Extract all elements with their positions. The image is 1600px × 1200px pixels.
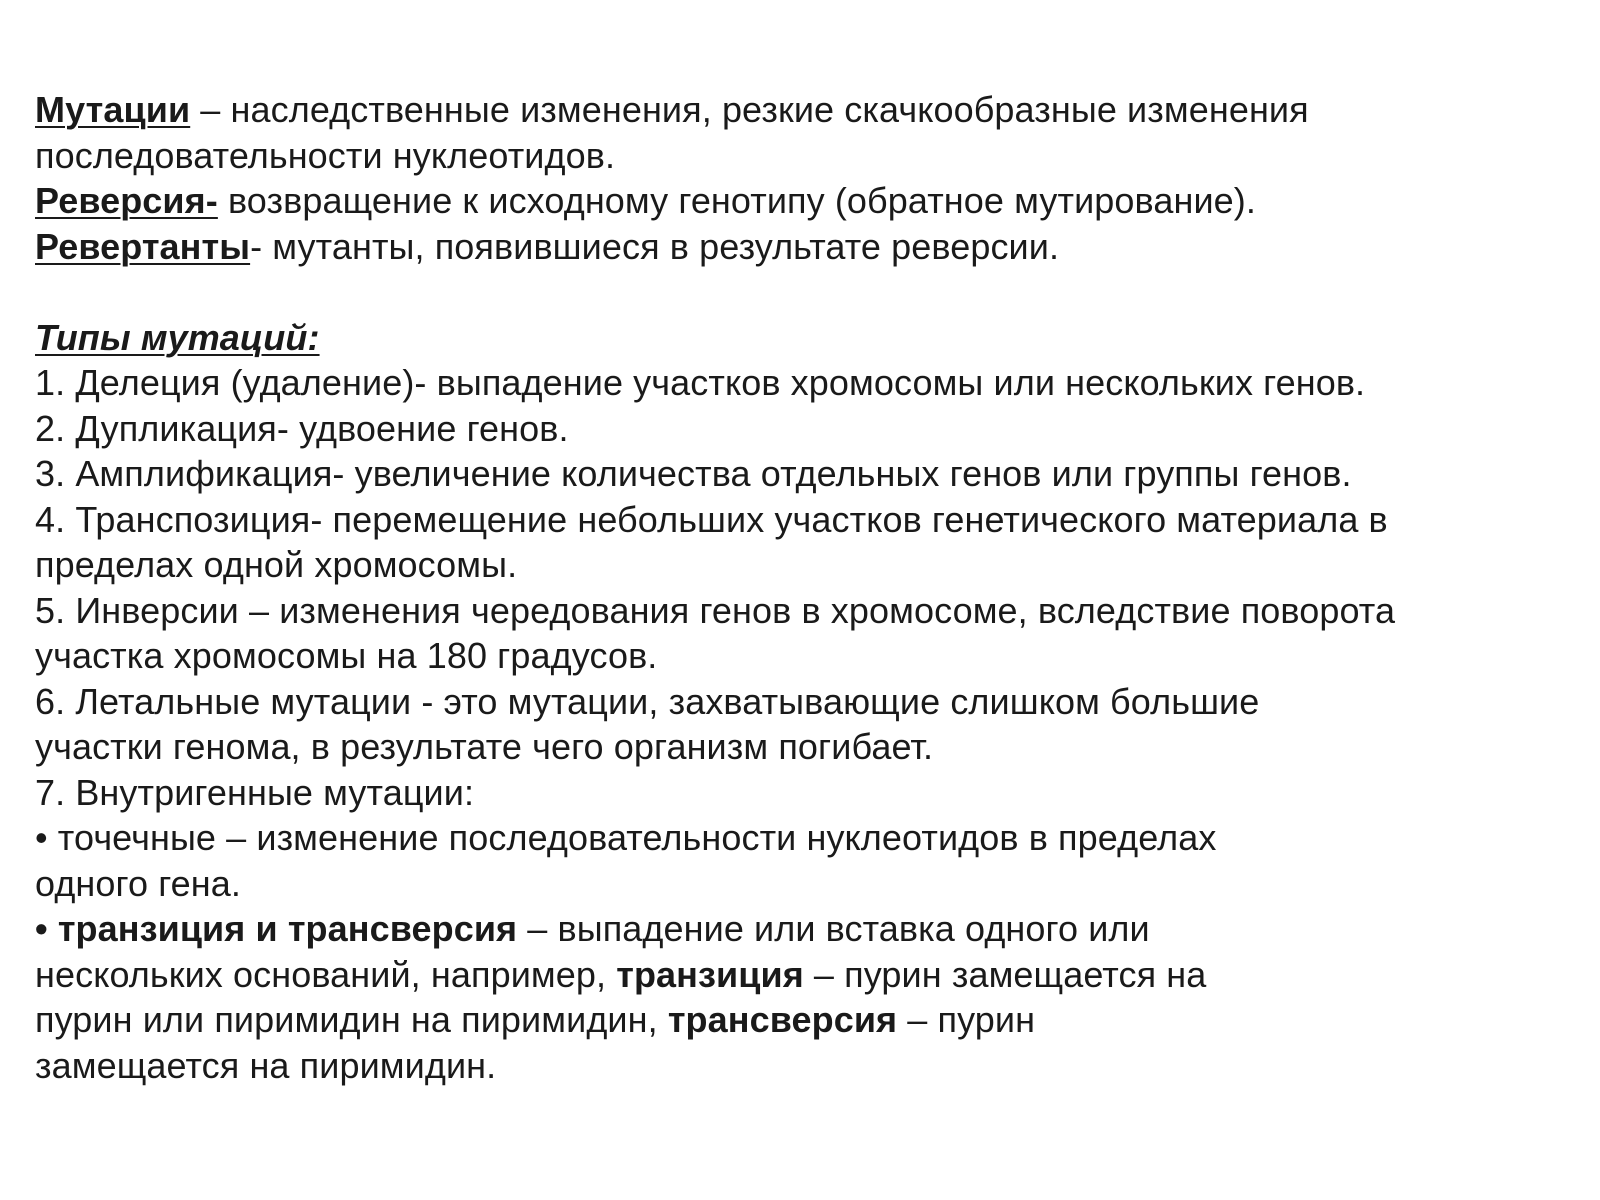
types-heading: Типы мутаций: <box>35 316 320 358</box>
mutation-definition-cont: последовательности нуклеотидов. <box>35 134 616 176</box>
type-line: 4. Транспозиция- перемещение небольших участков генетического материала в <box>35 498 1388 540</box>
revertants-definition <box>35 224 1575 270</box>
type-line: 5. Инверсии – изменения чередования генов в хромосоме, вследствие поворота <box>35 589 1396 631</box>
transition-text: – пурин <box>897 999 1036 1040</box>
bullet-transition <box>35 906 1575 952</box>
revertants-text: - мутанты, появившиеся в результате реверсии. <box>250 225 1060 267</box>
transition-text: пурин или пиримидин на пиримидин, <box>35 999 668 1040</box>
mutation-term: Мутации <box>35 89 191 130</box>
bullet-transition-cont <box>35 952 1575 998</box>
slide-content <box>35 87 1575 1088</box>
type-line: 7. Внутригенные мутации: <box>35 771 475 813</box>
type-line: 1. Делеция (удаление)- выпадение участков хромосомы или нескольких генов. <box>35 362 1366 403</box>
type-line: 2. Дупликация- удвоение генов. <box>35 407 569 449</box>
transition-text: – пурин замещается на <box>803 953 1207 995</box>
transversion-term: трансверсия <box>667 999 898 1040</box>
type-line: участка хромосомы на 180 градусов. <box>35 635 658 676</box>
type-line: 6. Летальные мутации - это мутации, захватывающие слишком большие <box>35 680 1260 722</box>
bullet-transition-cont <box>35 997 1575 1043</box>
reversion-definition <box>35 178 1575 224</box>
transition-term: транзиция и трансверсия <box>57 908 518 949</box>
transition-term: транзиция <box>616 953 804 995</box>
reversion-text: возвращение к исходному генотипу (обратное мутирование). <box>217 180 1256 221</box>
revertants-term: Ревертанты <box>35 225 251 267</box>
type-line: 3. Амплификация- увеличение количества отдельных генов или группы генов. <box>35 453 1352 494</box>
blank-line <box>35 269 1575 315</box>
bullet-glyph: • <box>35 908 58 949</box>
mutation-definition <box>35 87 1575 133</box>
type-line: пределах одной хромосомы. <box>35 544 518 585</box>
bullet-point-mutations-cont: одного гена. <box>35 862 241 904</box>
reversion-term: Реверсия- <box>35 180 218 221</box>
bullet-transition-cont: замещается на пиримидин. <box>35 1044 497 1086</box>
transition-text: нескольких оснований, например, <box>35 953 617 995</box>
type-line: участки генома, в результате чего организм погибает. <box>35 726 934 767</box>
mutation-text: – наследственные изменения, резкие скачкообразные изменения <box>190 89 1309 130</box>
transition-text: – выпадение или вставка одного или <box>517 908 1150 949</box>
bullet-point-mutations: • точечные – изменение последовательности нуклеотидов в пределах <box>35 817 1217 858</box>
